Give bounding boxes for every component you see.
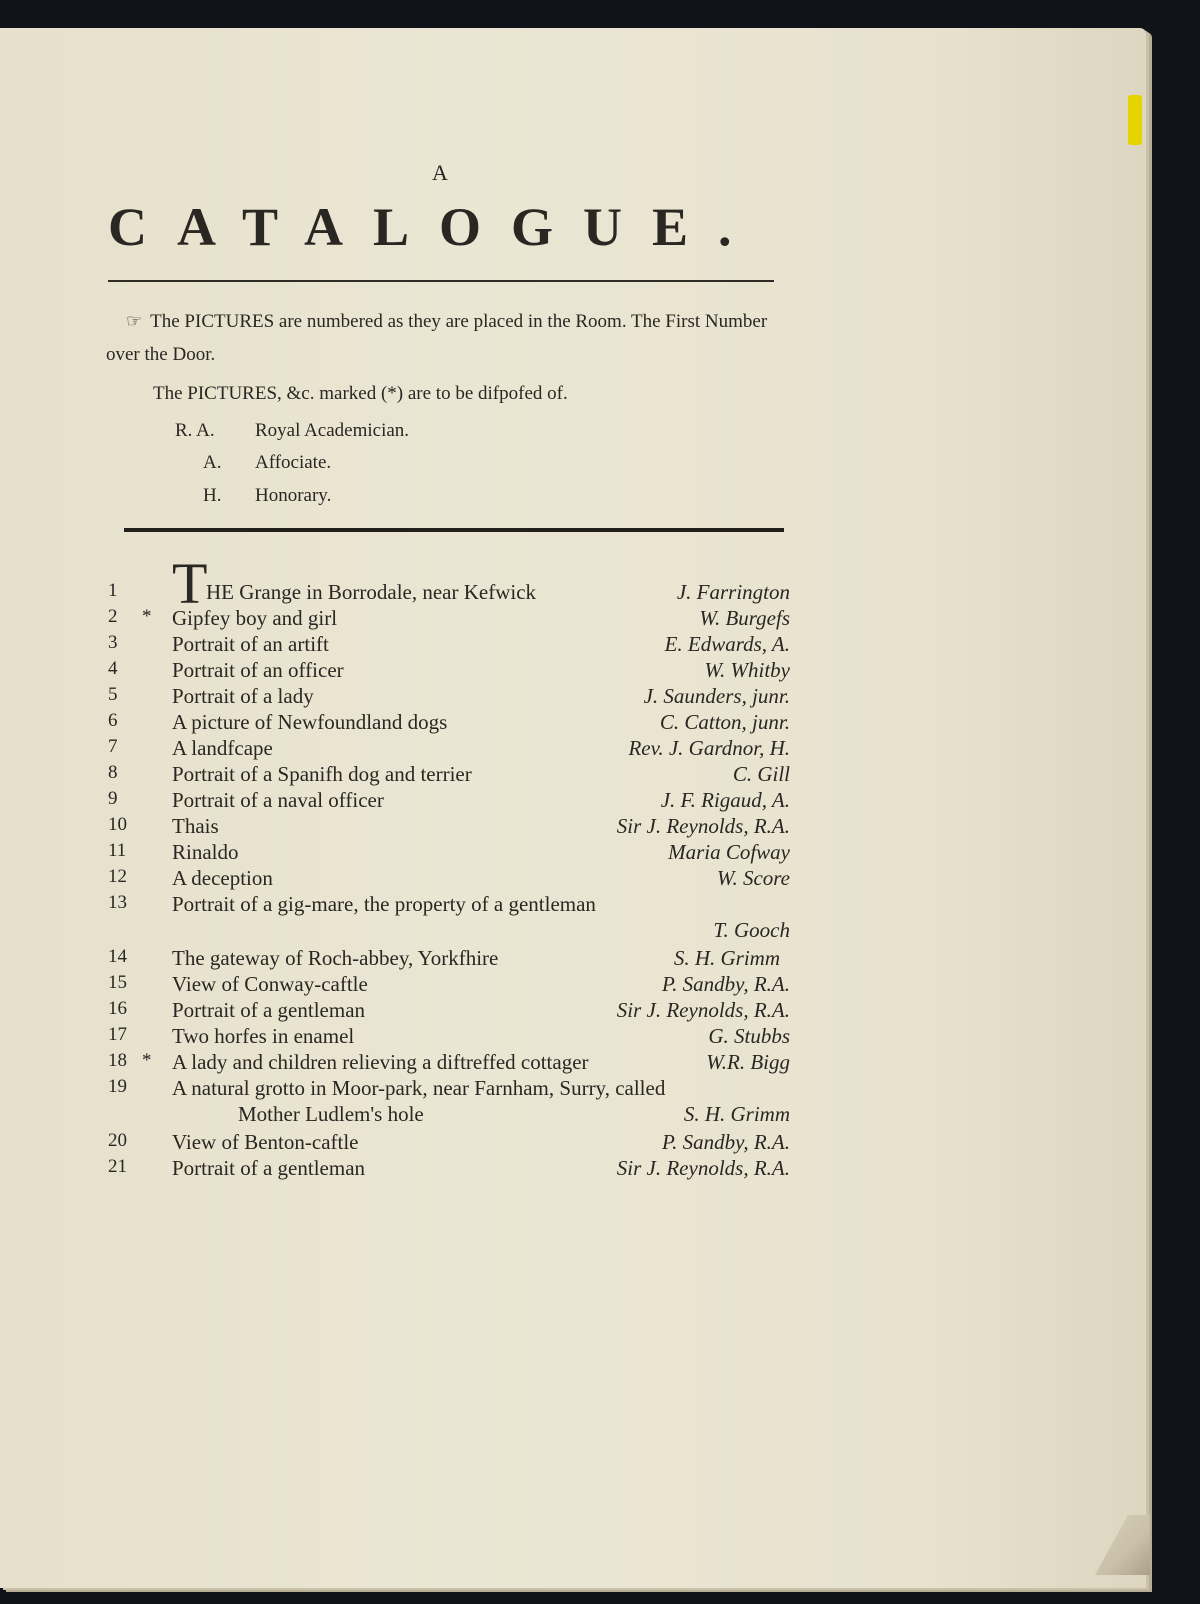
list-item	[0, 1156, 1200, 1184]
item-title: A lady and children relieving a diftreffed cottager	[172, 1050, 589, 1074]
item-title: View of Benton-caftle	[172, 1130, 359, 1154]
numbering-note-text: The PICTURES are numbered as they are placed in the Room. The First Number over the Door.	[106, 311, 768, 365]
item-title: Rinaldo	[172, 840, 239, 864]
page-title: CATALOGUE.	[108, 197, 762, 257]
item-title: Portrait of a gentleman	[172, 1156, 366, 1180]
item-artist: W. Score	[716, 866, 790, 890]
item-artist: C. Gill	[732, 762, 790, 786]
legend-desc: Affociate.	[255, 452, 332, 473]
list-item	[0, 892, 1200, 920]
item-number: 15	[108, 972, 127, 993]
list-item	[0, 998, 1200, 1026]
list-item	[0, 606, 1200, 634]
item-artist: S. H. Grimm	[683, 1102, 790, 1126]
disposal-note: The PICTURES, &c. marked (*) are to be difpofed of.	[153, 383, 568, 404]
legend-abbr: H.	[203, 485, 222, 506]
item-title: Two horfes in enamel	[172, 1024, 355, 1048]
item-number: 8	[108, 762, 118, 783]
drop-cap: T	[172, 551, 208, 616]
list-item	[0, 632, 1200, 660]
list-item	[0, 866, 1200, 894]
list-item	[0, 736, 1200, 764]
list-item-continuation	[0, 918, 1200, 946]
item-title: A picture of Newfoundland dogs	[172, 710, 448, 734]
item-artist: S. H. Grimm	[673, 946, 780, 970]
item-title: A natural grotto in Moor-park, near Farnham, Surry, called	[172, 1076, 666, 1100]
item-artist: J. Farrington	[676, 580, 790, 604]
item-artist: Sir J. Reynolds, R.A.	[616, 998, 790, 1022]
item-artist: P. Sandby, R.A.	[662, 1130, 790, 1154]
item-artist: Maria Cofway	[668, 840, 790, 864]
pointing-hand-icon: ☞	[126, 311, 143, 331]
item-artist: E. Edwards, A.	[664, 632, 790, 656]
item-number: 19	[108, 1076, 127, 1097]
item-number: 11	[108, 840, 127, 861]
heading-prefix: A	[432, 160, 450, 185]
item-number: 13	[108, 892, 127, 913]
item-number: 10	[108, 814, 127, 835]
item-number: 14	[108, 946, 127, 967]
item-title: View of Conway-caftle	[172, 972, 368, 996]
item-title-continued: Mother Ludlem's hole	[238, 1102, 424, 1126]
item-title: A deception	[172, 866, 273, 890]
list-item	[0, 1050, 1200, 1078]
item-number: 16	[108, 998, 127, 1019]
item-artist: J. F. Rigaud, A.	[660, 788, 790, 812]
title-rule	[108, 280, 774, 282]
list-item	[0, 580, 1200, 608]
item-title: HE Grange in Borrodale, near Kefwick	[206, 580, 537, 604]
item-number: 20	[108, 1130, 127, 1151]
item-title: Portrait of a gentleman	[172, 998, 366, 1022]
item-title: Portrait of an officer	[172, 658, 344, 682]
item-artist: Sir J. Reynolds, R.A.	[616, 814, 790, 838]
item-number: 18	[108, 1050, 127, 1071]
list-item	[0, 788, 1200, 816]
list-item	[0, 658, 1200, 686]
item-title: Portrait of a naval officer	[172, 788, 384, 812]
section-rule	[124, 528, 784, 532]
item-artist: W. Whitby	[704, 658, 790, 682]
item-number: 4	[108, 658, 118, 679]
item-number: 21	[108, 1156, 127, 1177]
item-title: Gipfey boy and girl	[172, 606, 338, 630]
legend-abbr: A.	[203, 452, 222, 473]
page-tab-marker	[1128, 95, 1142, 145]
list-item	[0, 762, 1200, 790]
list-item	[0, 840, 1200, 868]
item-title: A landfcape	[172, 736, 273, 760]
item-number: 17	[108, 1024, 127, 1045]
item-artist: P. Sandby, R.A.	[662, 972, 790, 996]
item-title: Portrait of a lady	[172, 684, 314, 708]
item-artist: J. Saunders, junr.	[643, 684, 790, 708]
item-title: Portrait of a Spanifh dog and terrier	[172, 762, 472, 786]
legend-abbr: R. A.	[175, 420, 215, 441]
item-number: 7	[108, 736, 118, 757]
item-artist: W. Burgefs	[699, 606, 790, 630]
item-artist: Sir J. Reynolds, R.A.	[616, 1156, 790, 1180]
numbering-note	[106, 305, 796, 371]
item-artist: W.R. Bigg	[706, 1050, 790, 1074]
list-item	[0, 946, 1200, 974]
legend-desc: Honorary.	[255, 485, 332, 506]
list-item	[0, 972, 1200, 1000]
item-number: 1	[108, 580, 118, 601]
list-item	[0, 684, 1200, 712]
item-title: Thais	[172, 814, 219, 838]
item-number: 12	[108, 866, 127, 887]
list-item	[0, 1076, 1200, 1104]
item-title: The gateway of Roch-abbey, Yorkfhire	[172, 946, 499, 970]
disposal-marker: *	[142, 1050, 152, 1071]
item-artist: C. Catton, junr.	[659, 710, 790, 734]
item-title: Portrait of a gig-mare, the property of a gentleman	[172, 892, 596, 916]
item-title: Portrait of an artift	[172, 632, 329, 656]
list-item	[0, 710, 1200, 738]
disposal-marker: *	[142, 606, 152, 627]
item-number: 6	[108, 710, 118, 731]
item-artist: G. Stubbs	[708, 1024, 790, 1048]
item-artist: T. Gooch	[713, 918, 790, 942]
item-artist: Rev. J. Gardnor, H.	[628, 736, 790, 760]
list-item-continuation	[0, 1102, 1200, 1130]
item-number: 5	[108, 684, 118, 705]
legend-desc: Royal Academician.	[255, 420, 410, 441]
item-number: 3	[108, 632, 118, 653]
list-item	[0, 1024, 1200, 1052]
item-number: 9	[108, 788, 118, 809]
item-number: 2	[108, 606, 118, 627]
list-item	[0, 814, 1200, 842]
list-item	[0, 1130, 1200, 1158]
